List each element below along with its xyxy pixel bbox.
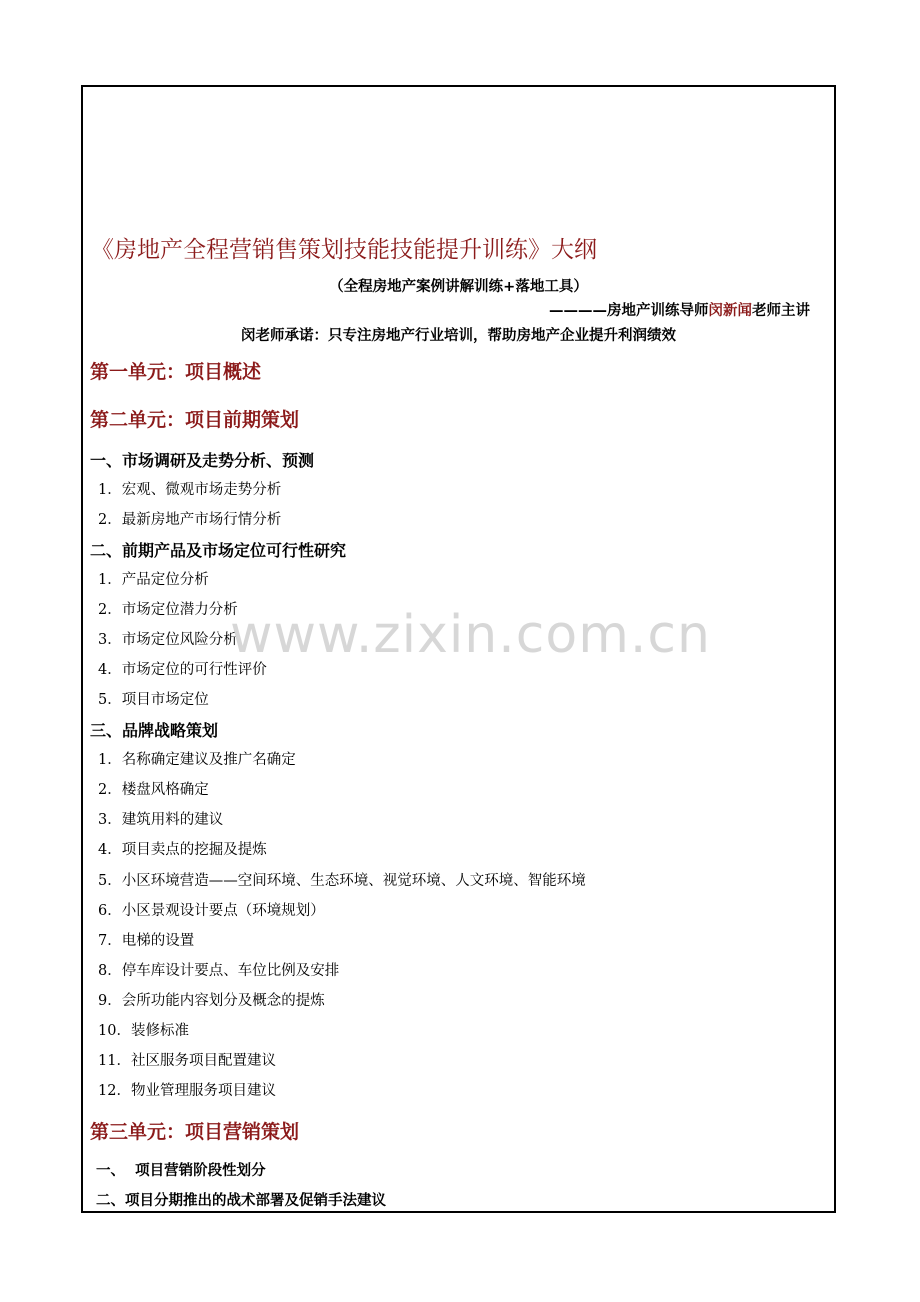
list-item: 10．装修标准 [98, 1023, 189, 1039]
list-item: 4．市场定位的可行性评价 [98, 662, 267, 678]
list-item: 2．市场定位潜力分析 [98, 602, 238, 618]
unit-heading: 第二单元：项目前期策划 [90, 409, 300, 431]
list-item: 2．楼盘风格确定 [98, 782, 209, 798]
list-item: 1．名称确定建议及推广名确定 [98, 752, 296, 768]
list-item: 3．建筑用料的建议 [98, 812, 224, 828]
list-item: 1．产品定位分析 [98, 572, 209, 588]
lecturer-line [549, 299, 810, 320]
lecturer-name: 闵新闻 [708, 303, 752, 319]
section-heading: 三、品牌战略策划 [90, 721, 219, 740]
section-heading: 一、市场调研及走势分析、预测 [90, 451, 315, 470]
unit-heading: 第一单元：项目概述 [90, 361, 262, 383]
list-item: 7．电梯的设置 [98, 933, 195, 949]
list-item: 9．会所功能内容划分及概念的提炼 [98, 993, 325, 1009]
list-item: 5．小区环境营造——空间环境、生态环境、视觉环境、人文环境、智能环境 [98, 873, 586, 889]
section-heading: 二、项目分期推出的战术部署及促销手法建议 [96, 1193, 386, 1209]
lecturer-suffix: 老师主讲 [752, 303, 810, 319]
list-item: 1．宏观、微观市场走势分析 [98, 482, 282, 498]
promise-line: 闵老师承诺：只专注房地产行业培训，帮助房地产企业提升利润绩效 [241, 328, 676, 344]
list-item: 3．市场定位风险分析 [98, 632, 238, 648]
list-item: 12．物业管理服务项目建议 [98, 1083, 276, 1099]
lecturer-prefix: ————房地产训练导师 [549, 303, 709, 319]
list-item: 6．小区景观设计要点（环境规划） [98, 903, 325, 919]
section-heading: 一、 项目营销阶段性划分 [96, 1163, 266, 1179]
list-item: 4．项目卖点的挖掘及提炼 [98, 842, 267, 858]
document-subtitle: （全程房地产案例讲解训练+落地工具） [329, 279, 588, 295]
list-item: 8．停车库设计要点、车位比例及安排 [98, 963, 340, 979]
list-item: 5．项目市场定位 [98, 692, 209, 708]
document-title: 《房地产全程营销售策划技能技能提升训练》大纲 [91, 237, 597, 263]
unit-heading: 第三单元：项目营销策划 [90, 1121, 300, 1143]
watermark-text: www.zixin.com.cn [230, 605, 711, 665]
section-heading: 二、前期产品及市场定位可行性研究 [90, 541, 347, 560]
list-item: 2．最新房地产市场行情分析 [98, 512, 282, 528]
list-item: 11．社区服务项目配置建议 [98, 1053, 276, 1069]
